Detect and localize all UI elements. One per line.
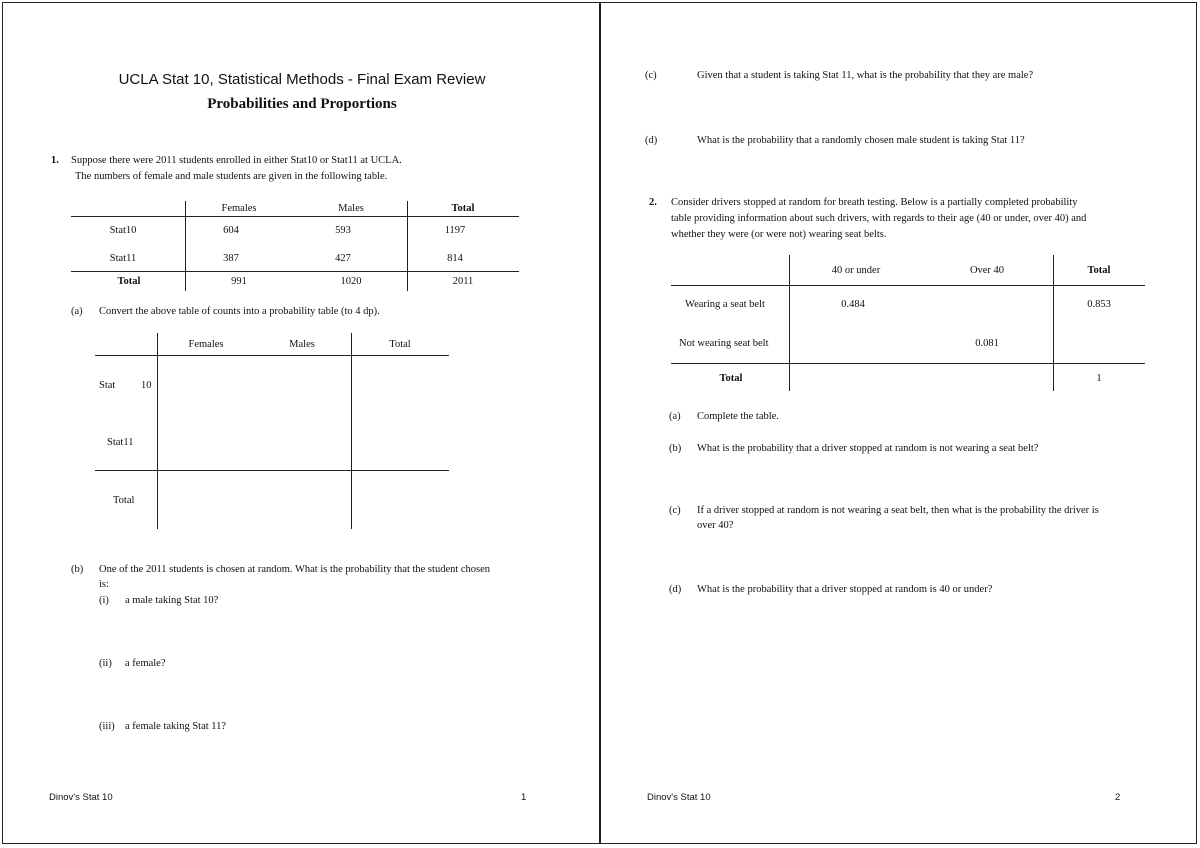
col-header-total: Total xyxy=(451,203,475,214)
part-c-label: (c) xyxy=(645,70,657,81)
table-divider xyxy=(351,333,352,529)
table-cell: 2011 xyxy=(452,276,474,287)
q2-part-d-text: What is the probability that a driver stopped at random is 40 or under? xyxy=(697,584,993,595)
part-b-text-line1: One of the 2011 students is chosen at random. What is the probability that the student chosen xyxy=(99,564,491,575)
part-a-text: Convert the above table of counts into a probability table (to 4 dp). xyxy=(99,306,380,317)
col-header-males: Males xyxy=(338,203,364,214)
table-cell: 0.484 xyxy=(841,299,865,310)
col-header-females: Females xyxy=(188,339,224,350)
part-b-ii-label: (ii) xyxy=(99,658,112,669)
part-a-label: (a) xyxy=(71,306,83,317)
question-2-text-line3: whether they were (or were not) wearing seat belts. xyxy=(671,229,887,240)
page-left xyxy=(2,2,600,844)
table-divider xyxy=(789,255,790,391)
q2-part-a-text: Complete the table. xyxy=(697,411,779,422)
table-cell: 991 xyxy=(231,276,247,287)
part-b-i-label: (i) xyxy=(99,595,109,606)
table-rule xyxy=(71,216,519,217)
row-label-not-wearing: Not wearing seat belt xyxy=(679,338,769,349)
table-divider xyxy=(407,201,408,291)
part-b-label: (b) xyxy=(71,564,84,575)
table-rule xyxy=(71,271,519,272)
table-cell: 1197 xyxy=(444,225,466,236)
q2-part-b-label: (b) xyxy=(669,443,682,454)
row-label-total: Total xyxy=(117,276,141,287)
part-b-iii-label: (iii) xyxy=(99,721,115,732)
table-cell: 593 xyxy=(335,225,351,236)
footer-left: Dinov's Stat 10 xyxy=(647,792,711,803)
q2-part-c-text-line1: If a driver stopped at random is not wearing a seat belt, then what is the probability the driver is xyxy=(697,505,1099,516)
part-b-i-text: a male taking Stat 10? xyxy=(125,595,219,606)
col-header-40-or-under: 40 or under xyxy=(831,265,881,276)
part-c-text: Given that a student is taking Stat 11, what is the probability that they are male? xyxy=(697,70,1034,81)
part-b-ii-text: a female? xyxy=(125,658,166,669)
table-cell: 0.081 xyxy=(975,338,999,349)
question-2-text-line2: table providing information about such drivers, with regards to their age (40 or under, over 40) and xyxy=(671,213,1087,224)
table-rule xyxy=(95,470,449,471)
question-1-number: 1. xyxy=(51,155,59,166)
table-cell: 604 xyxy=(223,225,239,236)
question-2-number: 2. xyxy=(649,197,657,208)
table-rule xyxy=(95,355,449,356)
table-divider xyxy=(157,333,158,529)
page-number: 1 xyxy=(521,792,527,803)
footer-left: Dinov's Stat 10 xyxy=(49,792,113,803)
q2-part-c-label: (c) xyxy=(669,505,681,516)
table-cell: 1 xyxy=(1096,373,1102,384)
col-header-over-40: Over 40 xyxy=(969,265,1005,276)
table-rule xyxy=(671,363,1145,364)
table-cell: 1020 xyxy=(340,276,362,287)
row-label-stat10-part2: 10 xyxy=(141,380,152,391)
table-divider xyxy=(1053,255,1054,391)
table-cell: 427 xyxy=(335,253,351,264)
question-2-text-line1: Consider drivers stopped at random for breath testing. Below is a partially completed probability xyxy=(671,197,1078,208)
row-label-total: Total xyxy=(719,373,743,384)
page-subtitle: Probabilities and Proportions xyxy=(207,96,397,112)
col-header-total: Total xyxy=(389,339,411,350)
q2-part-d-label: (d) xyxy=(669,584,682,595)
table-cell: 814 xyxy=(447,253,463,264)
table-cell: 0.853 xyxy=(1087,299,1111,310)
part-d-label: (d) xyxy=(645,135,658,146)
question-1-text-line2: The numbers of female and male students are given in the following table. xyxy=(75,171,388,182)
page-right xyxy=(600,2,1197,844)
col-header-males: Males xyxy=(289,339,315,350)
page-number: 2 xyxy=(1115,792,1121,803)
col-header-total: Total xyxy=(1087,265,1111,276)
q2-part-b-text: What is the probability that a driver stopped at random is not wearing a seat belt? xyxy=(697,443,1039,454)
row-label-wearing: Wearing a seat belt xyxy=(685,299,765,310)
part-b-iii-text: a female taking Stat 11? xyxy=(125,721,227,732)
part-d-text: What is the probability that a randomly chosen male student is taking Stat 11? xyxy=(697,135,1025,146)
table-rule xyxy=(671,285,1145,286)
row-label-stat10: Stat10 xyxy=(109,225,137,236)
question-1-text-line1: Suppose there were 2011 students enrolled in either Stat10 or Stat11 at UCLA. xyxy=(71,155,402,166)
q2-part-a-label: (a) xyxy=(669,411,681,422)
table-cell: 387 xyxy=(223,253,239,264)
row-label-stat11: Stat11 xyxy=(109,253,137,264)
row-label-stat10-part1: Stat xyxy=(99,380,116,391)
q2-part-c-text-line2: over 40? xyxy=(697,520,734,531)
table-divider xyxy=(185,201,186,291)
row-label-total: Total xyxy=(113,495,135,506)
page-title: UCLA Stat 10, Statistical Methods - Final Exam Review xyxy=(118,71,486,88)
part-b-text-line2: is: xyxy=(99,579,109,590)
row-label-stat11: Stat11 xyxy=(107,437,134,448)
col-header-females: Females xyxy=(221,203,257,214)
